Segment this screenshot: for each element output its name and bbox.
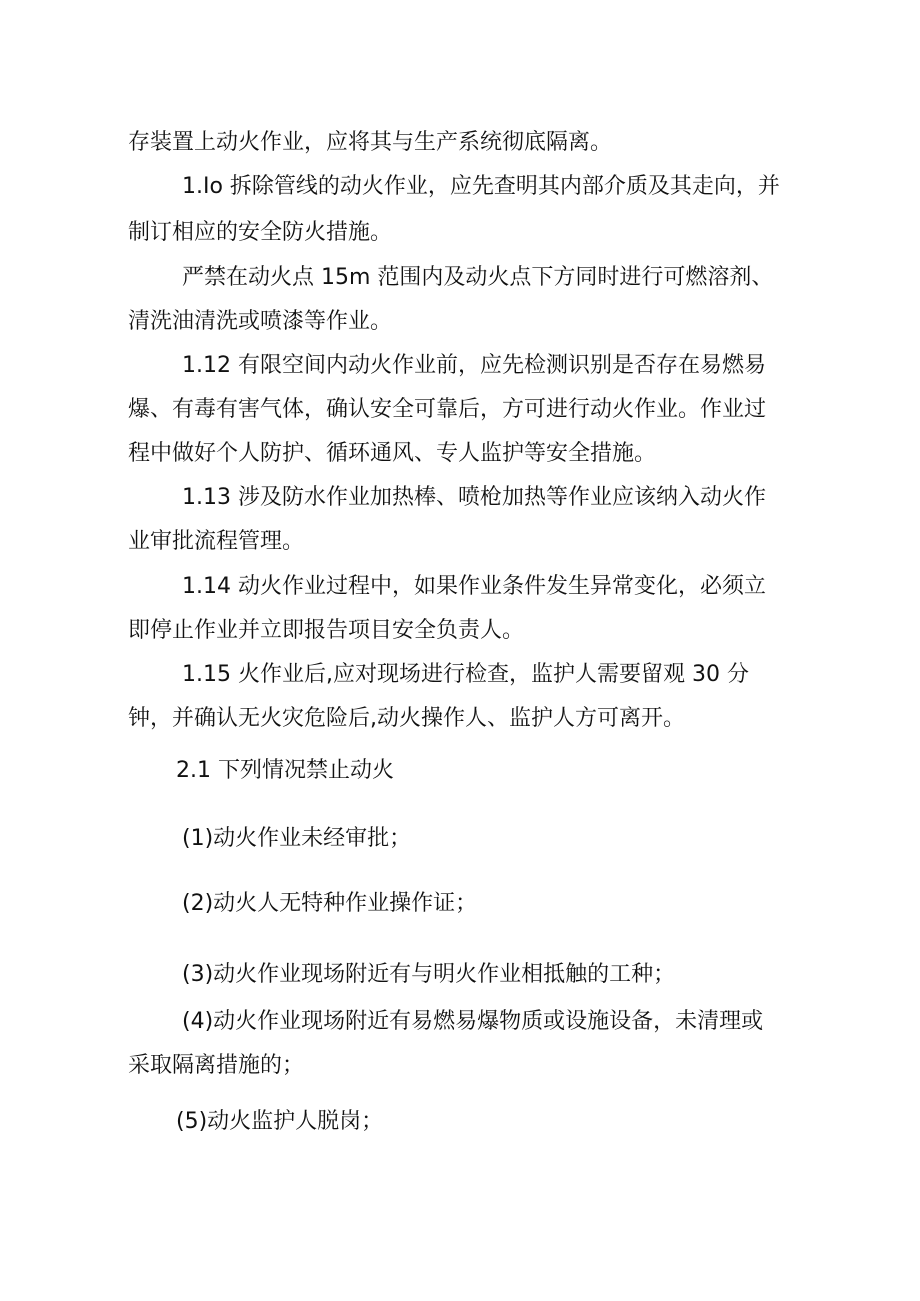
- text-line: 清洗油清洗或喷漆等作业。: [128, 309, 393, 334]
- list-item-continuation: 采取隔离措施的；: [128, 1053, 305, 1078]
- text-line: 1.Io 拆除管线的动火作业，应先查明其内部介质及其走向，并: [182, 174, 780, 199]
- text-line: 1.14 动火作业过程中，如果作业条件发生异常变化，必须立: [182, 574, 766, 599]
- text-line: 钟，并确认无火灾危险后,动火操作人、监护人方可离开。: [128, 706, 685, 731]
- text-line: 1.13 涉及防水作业加热棒、喷枪加热等作业应该纳入动火作: [182, 485, 766, 510]
- list-item: (4)动火作业现场附近有易燃易爆物质或设施设备，未清理或: [182, 1009, 764, 1034]
- list-item: (5)动火监护人脱岗；: [176, 1109, 384, 1134]
- list-item: (1)动火作业未经审批；: [182, 826, 412, 851]
- text-line: 存装置上动火作业，应将其与生产系统彻底隔离。: [128, 130, 613, 155]
- text-line: 1.15 火作业后,应对现场进行检查，监护人需要留观 30 分: [182, 662, 749, 687]
- text-line: 1.12 有限空间内动火作业前，应先检测识别是否存在易燃易: [182, 353, 766, 378]
- text-line: 程中做好个人防护、循环通风、专人监护等安全措施。: [128, 441, 657, 466]
- text-line: 严禁在动火点 15m 范围内及动火点下方同时进行可燃溶剂、: [182, 265, 774, 290]
- text-line: 爆、有毒有害气体，确认安全可靠后，方可进行动火作业。作业过: [128, 397, 767, 422]
- list-item: (2)动火人无特种作业操作证；: [182, 891, 478, 916]
- text-line: 即停止作业并立即报告项目安全负责人。: [128, 618, 525, 643]
- text-line: 制订相应的安全防火措施。: [128, 220, 393, 245]
- section-heading: 2.1 下列情况禁止动火: [176, 758, 394, 783]
- text-line: 业审批流程管理。: [128, 529, 305, 554]
- list-item: (3)动火作业现场附近有与明火作业相抵触的工种；: [182, 962, 676, 987]
